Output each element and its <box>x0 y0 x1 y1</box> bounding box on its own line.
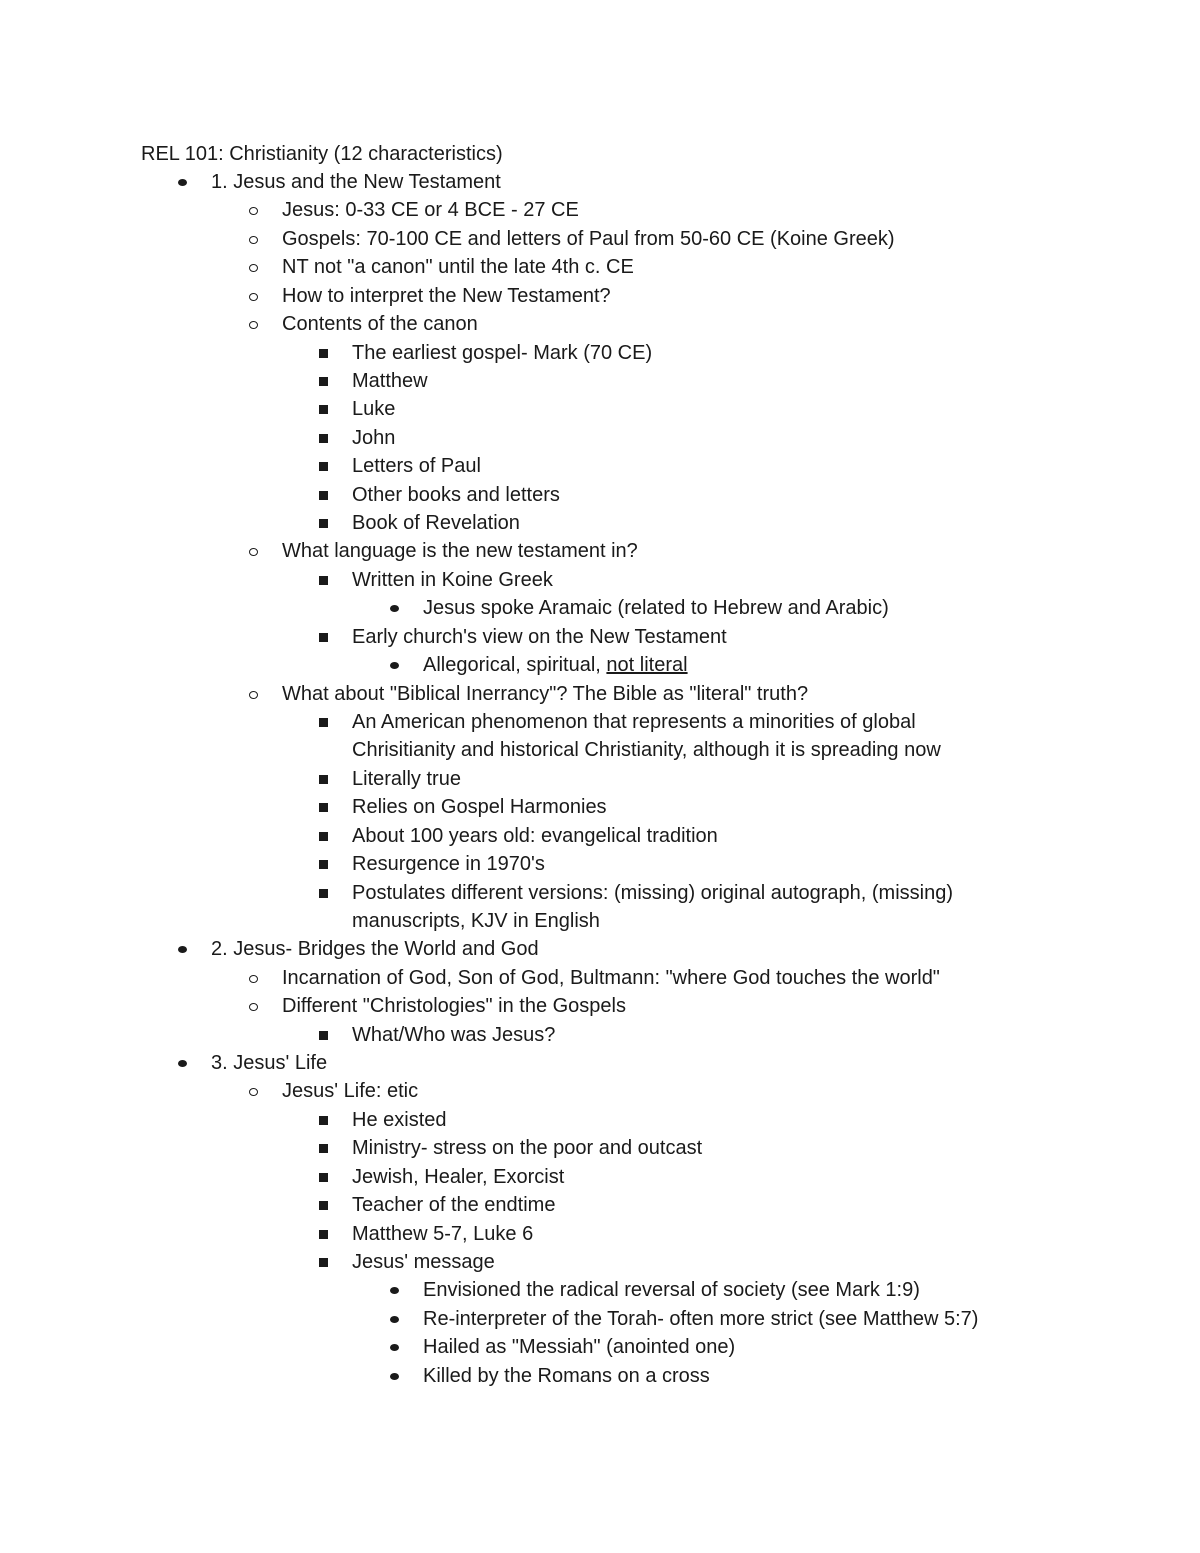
list-item-level-2 <box>282 225 895 253</box>
list-item-level-2 <box>282 992 626 1020</box>
list-item-level-3 <box>352 1021 555 1049</box>
list-item-level-4 <box>423 1276 920 1304</box>
list-item-text: He existed <box>352 1108 447 1131</box>
list-item-level-3 <box>352 509 520 537</box>
document-title: REL 101: Christianity (12 characteristics) <box>141 143 503 165</box>
list-item-continuation <box>352 907 600 935</box>
list-item-text: NT not "a canon" until the late 4th c. CE <box>282 256 634 279</box>
list-item-text: Contents of the canon <box>282 313 478 336</box>
list-item-level-4 <box>423 594 889 622</box>
list-item-level-2 <box>282 537 638 565</box>
list-item-level-3 <box>352 1191 555 1219</box>
hollow-circle-bullet-icon <box>249 321 258 329</box>
list-item-level-4 <box>423 1362 710 1390</box>
list-item-level-3 <box>352 481 560 509</box>
list-item-level-3 <box>352 452 481 480</box>
hollow-circle-bullet-icon <box>249 1003 258 1011</box>
list-item-level-3 <box>352 424 395 452</box>
square-bullet-icon <box>319 889 328 898</box>
list-item-text: What/Who was Jesus? <box>352 1023 556 1046</box>
hollow-circle-bullet-icon <box>249 236 258 244</box>
hollow-circle-bullet-icon <box>249 691 258 699</box>
list-item-text: Literally true <box>352 767 461 790</box>
list-item-level-3 <box>352 566 553 594</box>
list-item-text: The earliest gospel- Mark (70 CE) <box>352 341 653 364</box>
square-bullet-icon <box>319 1173 328 1182</box>
list-item-text: Gospels: 70-100 CE and letters of Paul from 50-60 CE (Koine Greek) <box>282 227 895 250</box>
list-item-level-3 <box>352 765 461 793</box>
list-item-level-2 <box>282 282 611 310</box>
list-item-text: Relies on Gospel Harmonies <box>352 796 607 819</box>
square-bullet-icon <box>319 832 328 841</box>
disc-bullet-icon <box>178 1060 187 1067</box>
list-item-text: Jesus spoke Aramaic (related to Hebrew and Arabic) <box>423 597 889 620</box>
list-item-text: Jesus' Life: etic <box>282 1080 419 1103</box>
list-item-text: Hailed as "Messiah" (anointed one) <box>423 1336 736 1359</box>
square-bullet-icon <box>319 775 328 784</box>
square-bullet-icon <box>319 576 328 585</box>
hollow-circle-bullet-icon <box>249 548 258 556</box>
list-item-level-3 <box>352 822 718 850</box>
list-item-level-3 <box>352 708 916 736</box>
disc-bullet-icon <box>390 605 399 612</box>
list-item-text: 3. Jesus' Life <box>211 1052 328 1075</box>
list-item-level-3 <box>352 793 607 821</box>
list-item-level-4 <box>423 1333 735 1361</box>
list-item-level-3 <box>352 395 395 423</box>
list-item-text: Allegorical, spiritual, <box>423 654 607 677</box>
square-bullet-icon <box>319 1230 328 1239</box>
square-bullet-icon <box>319 860 328 869</box>
list-item-level-1 <box>211 1049 327 1077</box>
list-item-level-2 <box>282 1077 418 1105</box>
list-item-level-4 <box>423 1305 978 1333</box>
list-item-text: Luke <box>352 398 396 421</box>
list-item-text: Written in Koine Greek <box>352 568 553 591</box>
list-item-level-3 <box>352 850 545 878</box>
list-item-text: Incarnation of God, Son of God, Bultmann: "where God touches the world" <box>282 966 940 989</box>
list-item-text: John <box>352 426 396 449</box>
list-item-text: Jesus' message <box>352 1250 495 1273</box>
list-item-level-3 <box>352 1248 495 1276</box>
list-item-text: Book of Revelation <box>352 512 520 535</box>
list-item-text: manuscripts, KJV in English <box>352 909 600 932</box>
list-item-text: Ministry- stress on the poor and outcast <box>352 1137 703 1160</box>
list-item-text: What about "Biblical Inerrancy"? The Bible as "literal" truth? <box>282 682 809 705</box>
disc-bullet-icon <box>178 179 187 186</box>
list-item-text: Matthew 5-7, Luke 6 <box>352 1222 534 1245</box>
list-item-level-1 <box>211 935 539 963</box>
list-item-level-3 <box>352 339 652 367</box>
list-item-text: What language is the new testament in? <box>282 540 638 563</box>
square-bullet-icon <box>319 491 328 500</box>
list-item-level-3 <box>352 879 953 907</box>
square-bullet-icon <box>319 349 328 358</box>
square-bullet-icon <box>319 633 328 642</box>
list-item-text: Re-interpreter of the Torah- often more strict (see Matthew 5:7) <box>423 1307 979 1330</box>
list-item-text: An American phenomenon that represents a minorities of global <box>352 710 916 733</box>
list-item-text: Early church's view on the New Testament <box>352 625 727 648</box>
list-item-text: Envisioned the radical reversal of society (see Mark 1:9) <box>423 1279 920 1302</box>
list-item-level-3 <box>352 1163 564 1191</box>
list-item-level-1 <box>211 168 501 196</box>
square-bullet-icon <box>319 1201 328 1210</box>
list-item-level-2 <box>282 253 634 281</box>
disc-bullet-icon <box>390 1373 399 1380</box>
list-item-text: Chrisitianity and historical Christianity, although it is spreading now <box>352 739 941 762</box>
disc-bullet-icon <box>390 662 399 669</box>
disc-bullet-icon <box>390 1316 399 1323</box>
list-item-text: Teacher of the endtime <box>352 1194 556 1217</box>
list-item-text: Matthew <box>352 369 428 392</box>
list-item-text: 1. Jesus and the New Testament <box>211 171 501 193</box>
square-bullet-icon <box>319 1031 328 1040</box>
square-bullet-icon <box>319 718 328 727</box>
hollow-circle-bullet-icon <box>249 293 258 301</box>
hollow-circle-bullet-icon <box>249 1088 258 1096</box>
disc-bullet-icon <box>390 1287 399 1294</box>
list-item-text: Jewish, Healer, Exorcist <box>352 1165 565 1188</box>
list-item-level-2 <box>282 196 579 224</box>
list-item-level-2 <box>282 310 478 338</box>
square-bullet-icon <box>319 462 328 471</box>
square-bullet-icon <box>319 519 328 528</box>
list-item-text: About 100 years old: evangelical tradition <box>352 824 718 847</box>
list-item-continuation <box>352 736 941 764</box>
list-item-level-3 <box>352 1220 533 1248</box>
list-item-text: Resurgence in 1970's <box>352 853 545 876</box>
list-item-level-3 <box>352 623 727 651</box>
disc-bullet-icon <box>390 1344 399 1351</box>
square-bullet-icon <box>319 377 328 386</box>
list-item-text: Postulates different versions: (missing) original autograph, (missing) <box>352 881 954 904</box>
list-item-level-3 <box>352 1106 447 1134</box>
list-item-level-2 <box>282 964 940 992</box>
square-bullet-icon <box>319 1116 328 1125</box>
underlined-text: not literal <box>606 654 688 677</box>
list-item-level-4 <box>423 651 688 679</box>
list-item-level-2 <box>282 680 808 708</box>
square-bullet-icon <box>319 1144 328 1153</box>
square-bullet-icon <box>319 803 328 812</box>
list-item-text: Killed by the Romans on a cross <box>423 1364 710 1387</box>
hollow-circle-bullet-icon <box>249 207 258 215</box>
list-item-text: Jesus: 0-33 CE or 4 BCE - 27 CE <box>282 199 579 222</box>
disc-bullet-icon <box>178 946 187 953</box>
list-item-text: How to interpret the New Testament? <box>282 284 611 307</box>
square-bullet-icon <box>319 434 328 443</box>
list-item-text: 2. Jesus- Bridges the World and God <box>211 938 539 961</box>
list-item-text: Different "Christologies" in the Gospels <box>282 995 626 1018</box>
hollow-circle-bullet-icon <box>249 264 258 272</box>
list-item-level-3 <box>352 1134 702 1162</box>
list-item-text: Letters of Paul <box>352 455 481 478</box>
hollow-circle-bullet-icon <box>249 975 258 983</box>
list-item-text: Other books and letters <box>352 483 560 506</box>
square-bullet-icon <box>319 1258 328 1267</box>
list-item-level-3 <box>352 367 428 395</box>
square-bullet-icon <box>319 405 328 414</box>
